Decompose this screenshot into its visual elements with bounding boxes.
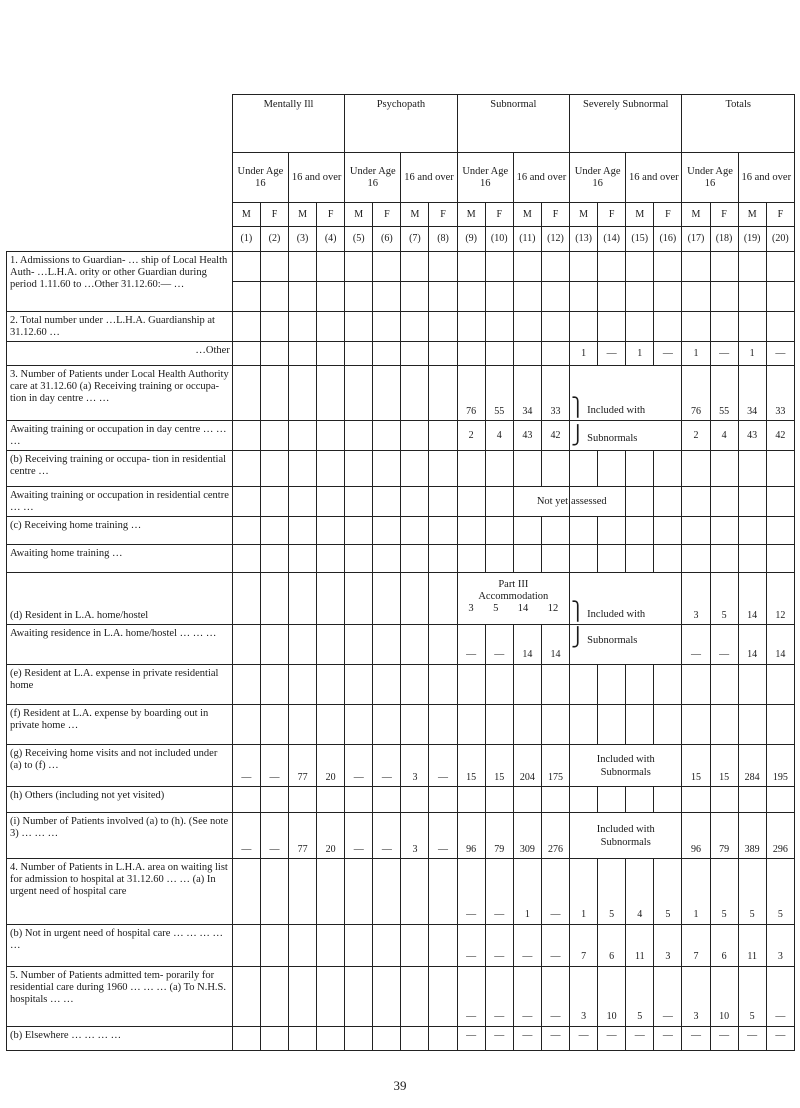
- table-cell: —: [598, 342, 626, 366]
- column-number: (9): [457, 227, 485, 252]
- table-cell: 2: [457, 421, 485, 451]
- table-cell: 5: [598, 859, 626, 925]
- table-cell: 3: [682, 967, 710, 1027]
- table-cell: —: [429, 813, 457, 859]
- note-cell: assessed: [570, 487, 626, 517]
- table-cell: 1: [513, 859, 541, 925]
- table-cell: 5: [710, 859, 738, 925]
- sex-header: F: [373, 203, 401, 227]
- empty-cell: [429, 1027, 457, 1051]
- sex-header: M: [457, 203, 485, 227]
- table-cell: —: [541, 967, 569, 1027]
- table-cell: —: [485, 625, 513, 665]
- table-cell: 5: [654, 859, 682, 925]
- empty-cell: [317, 967, 345, 1027]
- row-label: 1. Admissions to Guardian- … ship of Local Health Auth- …L.H.A. ority or other Guardian during period 1.11.60 to …Other 31.12.60:— …: [7, 252, 233, 312]
- row-label: (f) Resident at L.A. expense by boarding out in private home …: [7, 705, 233, 745]
- column-number: (14): [598, 227, 626, 252]
- table-cell: 1: [738, 342, 766, 366]
- table-cell: 276: [541, 813, 569, 859]
- table-cell: 15: [710, 745, 738, 787]
- empty-cell: [429, 859, 457, 925]
- table-cell: —: [766, 967, 794, 1027]
- column-number: (11): [513, 227, 541, 252]
- sex-header: M: [682, 203, 710, 227]
- column-number: (16): [654, 227, 682, 252]
- table-cell: —: [513, 967, 541, 1027]
- sex-header: M: [570, 203, 598, 227]
- table-cell: 33: [541, 366, 569, 421]
- column-number: (19): [738, 227, 766, 252]
- table-cell: 4: [626, 859, 654, 925]
- table-cell: 76: [457, 366, 485, 421]
- table-cell: —: [654, 342, 682, 366]
- table-cell: 79: [485, 813, 513, 859]
- table-cell: 14: [738, 625, 766, 665]
- page-number: 39: [393, 1078, 407, 1093]
- table-cell: —: [485, 925, 513, 967]
- row-label: …Other: [7, 342, 233, 366]
- table-cell: 14: [766, 625, 794, 665]
- empty-cell: [345, 1027, 373, 1051]
- table-cell: 5: [766, 859, 794, 925]
- table-cell: 296: [766, 813, 794, 859]
- note-text: Included with: [587, 405, 646, 416]
- empty-cell: [289, 967, 317, 1027]
- table-cell: 14: [541, 625, 569, 665]
- table-cell: —: [738, 1027, 766, 1051]
- table-cell: —: [232, 813, 260, 859]
- table-cell: 5: [710, 573, 738, 625]
- empty-cell: [345, 967, 373, 1027]
- age-header: Under Age 16: [345, 153, 401, 203]
- group-header: Totals: [682, 95, 795, 153]
- table-cell: —: [654, 1027, 682, 1051]
- sex-header: F: [766, 203, 794, 227]
- brace-icon: ⎫: [571, 397, 585, 418]
- table-cell: 204: [513, 745, 541, 787]
- table-cell: 20: [317, 813, 345, 859]
- table-cell: 4: [710, 421, 738, 451]
- empty-cell: [289, 925, 317, 967]
- table-cell: 77: [289, 813, 317, 859]
- column-number: (10): [485, 227, 513, 252]
- table-cell: 14: [517, 603, 529, 614]
- table-cell: 12: [547, 603, 559, 614]
- age-header: Under Age 16: [457, 153, 513, 203]
- empty-cell: [345, 925, 373, 967]
- sex-header: F: [541, 203, 569, 227]
- part3-label: Accommodation: [478, 591, 549, 602]
- table-cell: 5: [493, 603, 499, 614]
- empty-cell: [373, 967, 401, 1027]
- sex-header: F: [429, 203, 457, 227]
- table-cell: 284: [738, 745, 766, 787]
- sex-header: M: [513, 203, 541, 227]
- column-number: (6): [373, 227, 401, 252]
- row-label: (g) Receiving home visits and not included under (a) to (f) …: [7, 745, 233, 787]
- table-cell: 1: [570, 342, 598, 366]
- corner-blank: [7, 95, 233, 252]
- table-cell: —: [513, 925, 541, 967]
- row-label: (i) Number of Patients involved (a) to (h). (See note 3) … … …: [7, 813, 233, 859]
- table-cell: —: [570, 1027, 598, 1051]
- table-cell: 15: [485, 745, 513, 787]
- table-cell: —: [345, 745, 373, 787]
- table-cell: —: [626, 1027, 654, 1051]
- table-cell: —: [457, 1027, 485, 1051]
- table-cell: 15: [457, 745, 485, 787]
- table-cell: —: [457, 859, 485, 925]
- row-label: Awaiting home training …: [7, 545, 233, 573]
- table-cell: 3: [682, 573, 710, 625]
- table-cell: 96: [457, 813, 485, 859]
- row-label: 5. Number of Patients admitted tem- porarily for residential care during 1960 … … … (a) To N.H.S. hospitals … …: [7, 967, 233, 1027]
- column-number: (7): [401, 227, 429, 252]
- table-cell: —: [598, 1027, 626, 1051]
- column-number: (8): [429, 227, 457, 252]
- table-cell: 3: [570, 967, 598, 1027]
- empty-cell: [373, 859, 401, 925]
- table-cell: 10: [710, 967, 738, 1027]
- table-cell: 175: [541, 745, 569, 787]
- group-header: Mentally Ill: [232, 95, 344, 153]
- empty-cell: [260, 925, 288, 967]
- row-label: (b) Elsewhere … … … …: [7, 1027, 233, 1051]
- table-cell: —: [260, 745, 288, 787]
- table-cell: —: [513, 1027, 541, 1051]
- column-number: (1): [232, 227, 260, 252]
- empty-cell: [401, 967, 429, 1027]
- table-cell: —: [485, 1027, 513, 1051]
- table-cell: —: [710, 625, 738, 665]
- table-cell: —: [373, 813, 401, 859]
- table-cell: —: [710, 342, 738, 366]
- table-cell: 43: [738, 421, 766, 451]
- brace-icon: ⎭: [571, 627, 585, 648]
- table-cell: 12: [766, 573, 794, 625]
- age-header: 16 and over: [626, 153, 682, 203]
- empty-cell: [232, 859, 260, 925]
- empty-cell: [429, 925, 457, 967]
- table-cell: 6: [598, 925, 626, 967]
- table-cell: 5: [738, 967, 766, 1027]
- empty-cell: [317, 859, 345, 925]
- note-text: Subnormals: [600, 766, 651, 778]
- table-cell: 11: [626, 925, 654, 967]
- table-cell: 42: [541, 421, 569, 451]
- table-cell: —: [541, 925, 569, 967]
- note-cell: [570, 813, 682, 859]
- age-header: 16 and over: [513, 153, 569, 203]
- note-cell: [457, 573, 569, 625]
- note-cell: [570, 366, 682, 421]
- note-text: Included with: [596, 823, 655, 835]
- sex-header: F: [654, 203, 682, 227]
- column-number: (17): [682, 227, 710, 252]
- brace-icon: ⎫: [571, 601, 585, 622]
- table-cell: —: [710, 1027, 738, 1051]
- table-cell: 6: [710, 925, 738, 967]
- row-label: (e) Resident at L.A. expense in private residential home: [7, 665, 233, 705]
- empty-cell: [260, 1027, 288, 1051]
- empty-cell: [232, 967, 260, 1027]
- table-cell: 3: [401, 745, 429, 787]
- table-cell: —: [682, 1027, 710, 1051]
- empty-cell: [345, 859, 373, 925]
- empty-cell: [260, 967, 288, 1027]
- table-cell: 389: [738, 813, 766, 859]
- row-label: Awaiting residence in L.A. home/hostel … … …: [7, 625, 233, 665]
- table-cell: —: [345, 813, 373, 859]
- brace-icon: ⎭: [571, 424, 585, 446]
- table-cell: 15: [682, 745, 710, 787]
- table-cell: 77: [289, 745, 317, 787]
- empty-cell: [317, 925, 345, 967]
- age-header: 16 and over: [289, 153, 345, 203]
- note-cell: [570, 625, 682, 665]
- table-cell: 34: [738, 366, 766, 421]
- table-cell: 20: [317, 745, 345, 787]
- empty-cell: [317, 1027, 345, 1051]
- sex-header: M: [626, 203, 654, 227]
- age-header: Under Age 16: [682, 153, 738, 203]
- table-cell: —: [429, 745, 457, 787]
- note-text: Subnormals: [587, 635, 638, 646]
- sex-header: F: [598, 203, 626, 227]
- row-label: Awaiting training or occupation in residential centre … …: [7, 487, 233, 517]
- table-cell: —: [260, 813, 288, 859]
- group-header: Severely Subnormal: [570, 95, 682, 153]
- row-label: (b) Receiving training or occupa- tion in residential centre …: [7, 451, 233, 487]
- note-cell: [570, 421, 682, 451]
- table-cell: 14: [513, 625, 541, 665]
- row-label: Awaiting training or occupation in day centre … … …: [7, 421, 233, 451]
- row-label: (h) Others (including not yet visited): [7, 787, 233, 813]
- row-label: (d) Resident in L.A. home/hostel: [7, 573, 233, 625]
- empty-cell: [373, 1027, 401, 1051]
- empty-cell: [429, 967, 457, 1027]
- column-number: (2): [260, 227, 288, 252]
- column-number: (3): [289, 227, 317, 252]
- sex-header: M: [345, 203, 373, 227]
- group-header: Subnormal: [457, 95, 569, 153]
- table-cell: —: [457, 967, 485, 1027]
- note-cell: [570, 573, 682, 625]
- sex-header: F: [485, 203, 513, 227]
- table-cell: 43: [513, 421, 541, 451]
- note-cell: [570, 745, 682, 787]
- table-cell: 1: [682, 859, 710, 925]
- table-cell: —: [541, 859, 569, 925]
- sex-header: M: [289, 203, 317, 227]
- column-number: (12): [541, 227, 569, 252]
- table-cell: 34: [513, 366, 541, 421]
- table-cell: —: [485, 967, 513, 1027]
- age-header: 16 and over: [401, 153, 457, 203]
- table-cell: 5: [738, 859, 766, 925]
- empty-cell: [401, 925, 429, 967]
- part3-values: [459, 603, 568, 615]
- table-cell: 11: [738, 925, 766, 967]
- column-number: (15): [626, 227, 654, 252]
- row-label: (c) Receiving home training …: [7, 517, 233, 545]
- table-cell: 2: [682, 421, 710, 451]
- table-cell: 55: [485, 366, 513, 421]
- table-cell: 4: [485, 421, 513, 451]
- empty-cell: [401, 859, 429, 925]
- table-cell: 10: [598, 967, 626, 1027]
- empty-cell: [232, 1027, 260, 1051]
- table-cell: 1: [682, 342, 710, 366]
- note-text: Included with: [587, 609, 646, 620]
- table-cell: —: [457, 625, 485, 665]
- column-number: (18): [710, 227, 738, 252]
- table-cell: —: [485, 859, 513, 925]
- sex-header: F: [317, 203, 345, 227]
- note-text: Included with: [596, 753, 655, 765]
- table-cell: —: [457, 925, 485, 967]
- table-cell: 14: [738, 573, 766, 625]
- column-number: (5): [345, 227, 373, 252]
- table-cell: 76: [682, 366, 710, 421]
- table-cell: 3: [401, 813, 429, 859]
- age-header: Under Age 16: [232, 153, 288, 203]
- empty-cell: [232, 925, 260, 967]
- sex-header: M: [738, 203, 766, 227]
- group-header: Psychopath: [345, 95, 457, 153]
- empty-cell: [289, 1027, 317, 1051]
- table-cell: 3: [468, 603, 474, 614]
- table-cell: 7: [682, 925, 710, 967]
- empty-cell: [373, 925, 401, 967]
- table-cell: —: [766, 342, 794, 366]
- row-label: 4. Number of Patients in L.H.A. area on waiting list for admission to hospital at 31.12.60 … … (a) In urgent need of hospital care: [7, 859, 233, 925]
- sex-header: M: [401, 203, 429, 227]
- column-number: (4): [317, 227, 345, 252]
- table-cell: —: [373, 745, 401, 787]
- table-cell: 33: [766, 366, 794, 421]
- table-cell: 309: [513, 813, 541, 859]
- table-cell: 1: [570, 859, 598, 925]
- table-cell: 55: [710, 366, 738, 421]
- note-text: Subnormals: [600, 836, 651, 848]
- note-cell: Not yet: [513, 487, 569, 517]
- empty-cell: [401, 1027, 429, 1051]
- age-header: 16 and over: [738, 153, 794, 203]
- row-label: 2. Total number under …L.H.A. Guardianship at 31.12.60 …: [7, 312, 233, 342]
- empty-cell: [289, 859, 317, 925]
- table-cell: —: [766, 1027, 794, 1051]
- sex-header: F: [710, 203, 738, 227]
- table-cell: 1: [626, 342, 654, 366]
- part3-label: Part III: [498, 579, 529, 590]
- table-cell: 3: [766, 925, 794, 967]
- table-cell: —: [682, 625, 710, 665]
- table-cell: 7: [570, 925, 598, 967]
- column-number: (20): [766, 227, 794, 252]
- sex-header: F: [260, 203, 288, 227]
- table-cell: 195: [766, 745, 794, 787]
- column-number: (13): [570, 227, 598, 252]
- table-cell: 3: [654, 925, 682, 967]
- table-cell: 96: [682, 813, 710, 859]
- row-label: (b) Not in urgent need of hospital care … … … … …: [7, 925, 233, 967]
- statistics-table: [6, 94, 795, 1051]
- sex-header: M: [232, 203, 260, 227]
- table-cell: —: [541, 1027, 569, 1051]
- table-cell: —: [654, 967, 682, 1027]
- note-text: Subnormals: [587, 432, 638, 444]
- table-cell: 79: [710, 813, 738, 859]
- row-label: 3. Number of Patients under Local Health Authority care at 31.12.60 (a) Receiving training or occupa- tion in day centre … …: [7, 366, 233, 421]
- table-cell: —: [232, 745, 260, 787]
- table-cell: 42: [766, 421, 794, 451]
- age-header: Under Age 16: [570, 153, 626, 203]
- empty-cell: [260, 859, 288, 925]
- table-cell: 5: [626, 967, 654, 1027]
